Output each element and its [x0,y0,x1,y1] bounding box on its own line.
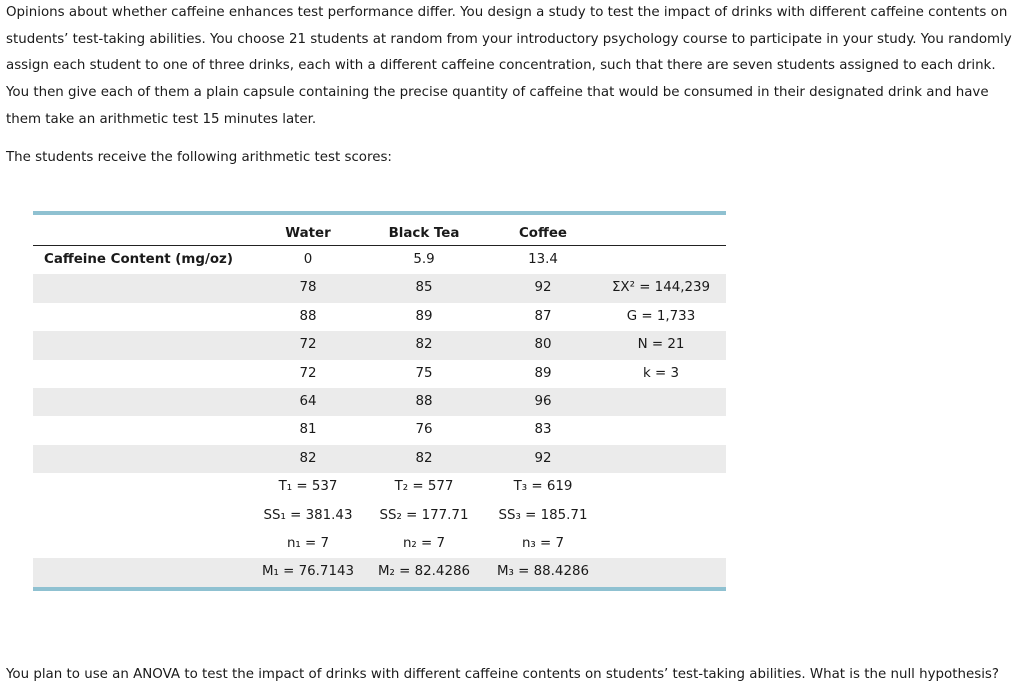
mean-coffee: M₃ = 88.4286 [496,564,590,580]
intro-line: You then give each of them a plain capsule containing the precise quantity of caffeine that would be consumed in their designated drink and have [6,85,989,101]
intro-paragraph [6,0,1012,133]
score-cell: 83 [534,422,552,438]
table-row [33,274,726,302]
score-cell: 72 [299,337,317,353]
stat-sum-x-squared: ΣX² = 144,239 [611,280,711,296]
score-cell: 88 [299,308,317,324]
score-cell: 82 [415,450,433,466]
score-cell: 78 [299,280,317,296]
score-cell: 89 [415,308,433,324]
question-text: You plan to use an ANOVA to test the impact of drinks with different caffeine contents on students’ test-taking abilities. What is the null hypothesis? [6,667,1000,682]
score-cell: 85 [415,280,433,296]
score-cell: 72 [299,365,317,381]
table-top-rule [33,211,726,215]
table-row [33,445,726,473]
score-cell: 88 [415,393,433,409]
caffeine-label: Caffeine Content (mg/oz) [44,252,233,267]
header-black-tea: Black Tea [388,226,460,241]
intro-line: Opinions about whether caffeine enhances test performance differ. You design a study to test the impact of drinks with different caffeine contents on [6,5,1008,20]
caffeine-water: 0 [303,252,313,267]
intro-line: them take an arithmetic test 15 minutes later. [6,111,317,127]
table-bottom-rule [33,587,726,591]
score-cell: 89 [534,365,552,381]
table-row [33,416,726,444]
score-cell: 92 [534,280,552,296]
totals-row [33,473,726,501]
ss-coffee: SS₃ = 185.71 [498,507,588,523]
caffeine-row [33,246,726,274]
mean-water: M₁ = 76.7143 [261,564,355,580]
n-black-tea: n₂ = 7 [402,535,446,551]
ss-black-tea: SS₂ = 177.71 [379,507,469,523]
score-cell: 96 [534,393,552,409]
score-cell: 87 [534,308,552,324]
score-cell: 82 [299,450,317,466]
intro-line: students’ test-taking abilities. You choose 21 students at random from your introductory psychology course to participate in your study. You randomly [6,31,1012,47]
mean-black-tea: M₂ = 82.4286 [377,564,471,580]
score-cell: 81 [299,422,317,438]
ss-water: SS₁ = 381.43 [263,507,353,523]
stat-k: k = 3 [642,365,679,381]
stat-grand-total: G = 1,733 [626,308,696,324]
score-cell: 80 [534,337,552,353]
table-row [33,303,726,331]
score-cell: 64 [299,393,317,409]
stat-total-n: N = 21 [637,337,685,353]
n-water: n₁ = 7 [286,535,330,551]
total-coffee: T₃ = 619 [513,479,573,495]
table-row [33,388,726,416]
table-header-row [33,223,726,246]
scores-table [33,211,726,591]
means-row [33,558,726,586]
total-water: T₁ = 537 [278,479,338,495]
score-cell: 76 [415,422,433,438]
n-coffee: n₃ = 7 [521,535,565,551]
score-cell: 75 [415,365,433,381]
table-row [33,331,726,359]
table-row [33,360,726,388]
ss-row [33,502,726,530]
total-black-tea: T₂ = 577 [394,479,454,495]
header-water: Water [285,226,331,241]
caffeine-black-tea: 5.9 [413,252,435,267]
n-row [33,530,726,558]
intro-line: assign each student to one of three drinks, each with a different caffeine concentration, such that there are seven students assigned to each drink. [6,58,996,74]
caffeine-coffee: 13.4 [528,252,558,267]
header-coffee: Coffee [518,226,568,241]
score-cell: 92 [534,450,552,466]
table-lead-text: The students receive the following arithmetic test scores: [6,150,392,165]
score-cell: 82 [415,337,433,353]
